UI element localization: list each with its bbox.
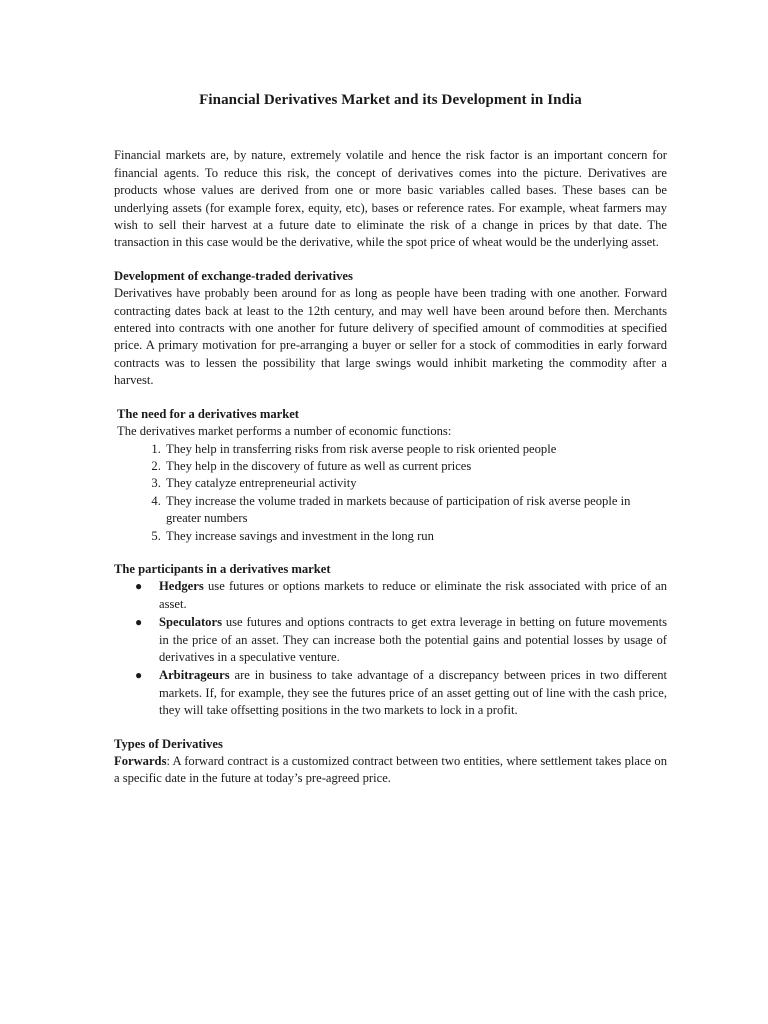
development-section [114,268,667,390]
development-paragraph: Derivatives have probably been around for as long as people have been trading with one another. Forward contracting dates back at least to the 12th century, and may well have been around before then. Merchants entered into contracts with one another for future delivery of specified amount of commodities at specified price. A primary motivation for pre-arranging a buyer or seller for a stock of commodities in early forward contracts was to lessen the possibility that large swings would inhibit marketing the commodity after a harvest. [114,286,667,388]
forwards-term: Forwards [114,754,167,768]
list-item: 5. They increase savings and investment in the long run [164,528,667,545]
forwards-paragraph [114,753,667,788]
list-item: 4. They increase the volume traded in markets because of participation of risk averse people in greater numbers [164,493,667,528]
participants-heading: The participants in a derivatives market [114,561,331,576]
participant-term: Arbitrageurs [159,668,230,683]
need-heading: The need for a derivatives market [117,406,299,421]
list-item [135,614,667,666]
development-heading: Development of exchange-traded derivatives [114,268,353,283]
intro-paragraph: Financial markets are, by nature, extremely volatile and hence the risk factor is an important concern for financial agents. To reduce this risk, the concept of derivatives comes into the picture. Derivatives are products whose values are derived from one or more basic variables called bases. These bases can be underlying assets (for example forex, equity, etc), bases or reference rates. For example, wheat farmers may wish to sell their harvest at a future date to eliminate the risk of a change in prices by that date. The transaction in this case would be the derivative, while the spot price of wheat would be the underlying asset. [114,148,667,250]
types-heading: Types of Derivatives [114,736,223,751]
list-item: 3. They catalyze entrepreneurial activity [164,475,667,492]
document-page [114,92,667,788]
participant-term: Hedgers [159,579,204,594]
bullet-icon: ● [135,579,143,594]
participant-text: use futures and options contracts to get extra leverage in betting on future movements in the price of an asset. They can increase both the potential gains and potential losses by usage of derivatives in a speculative venture. [159,615,667,664]
need-section [114,406,667,545]
bullet-icon: ● [135,668,143,683]
list-item [135,578,667,613]
types-section [114,736,667,788]
need-list [117,441,667,545]
need-lead: The derivatives market performs a number of economic functions: [117,424,452,439]
list-item: 1. They help in transferring risks from risk averse people to risk oriented people [164,441,667,458]
forwards-text: : A forward contract is a customized contract between two entities, where settlement takes place on a specific date in the future at today’s pre-agreed price. [114,754,667,786]
participant-term: Speculators [159,615,222,630]
participants-section [114,561,667,720]
bullet-icon: ● [135,615,143,630]
list-item [135,667,667,719]
page-title: Financial Derivatives Market and its Development in India [199,92,582,108]
list-item: 2. They help in the discovery of future as well as current prices [164,458,667,475]
participant-text: use futures or options markets to reduce or eliminate the risk associated with price of an asset. [159,579,667,611]
participant-text: are in business to take advantage of a discrepancy between prices in two different markets. If, for example, they see the futures price of an asset getting out of line with the cash price, they will take offsetting positions in the two markets to lock in a profit. [159,668,667,718]
participants-list [114,578,667,719]
